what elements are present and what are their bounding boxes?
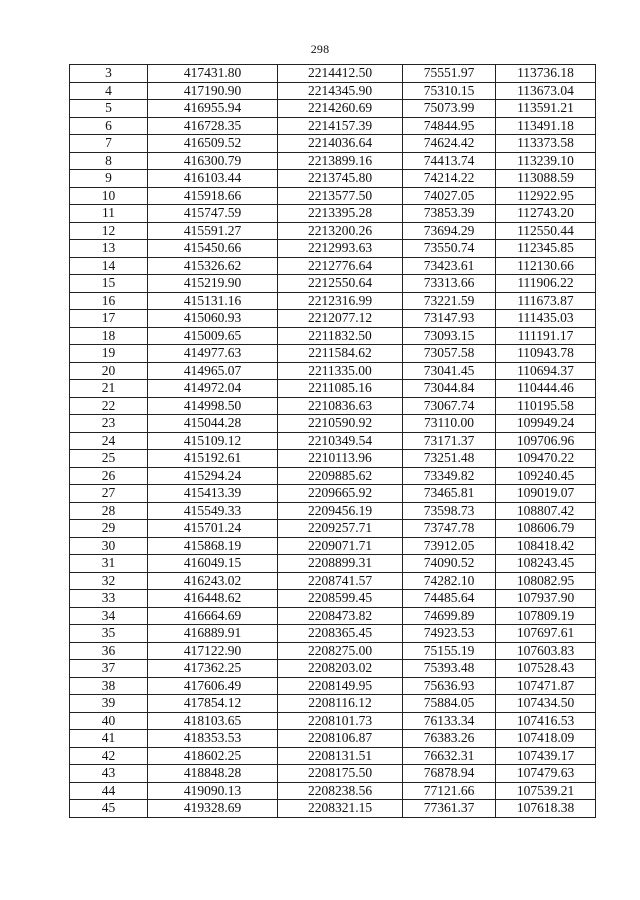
- table-row: [70, 327, 596, 345]
- point-number-cell: 11: [70, 205, 148, 223]
- table-row: [70, 82, 596, 100]
- table-row: [70, 765, 596, 783]
- value-cell: 415326.62: [148, 257, 278, 275]
- point-number-cell: 16: [70, 292, 148, 310]
- value-cell: 415868.19: [148, 537, 278, 555]
- value-cell: 112743.20: [496, 205, 596, 223]
- value-cell: 2213395.28: [278, 205, 403, 223]
- table-row: [70, 782, 596, 800]
- value-cell: 74413.74: [403, 152, 496, 170]
- value-cell: 2212077.12: [278, 310, 403, 328]
- value-cell: 416509.52: [148, 135, 278, 153]
- point-number-cell: 35: [70, 625, 148, 643]
- value-cell: 77361.37: [403, 800, 496, 818]
- value-cell: 107539.21: [496, 782, 596, 800]
- point-number-cell: 8: [70, 152, 148, 170]
- table-row: [70, 695, 596, 713]
- value-cell: 113591.21: [496, 100, 596, 118]
- value-cell: 110444.46: [496, 380, 596, 398]
- value-cell: 416243.02: [148, 572, 278, 590]
- value-cell: 2209257.71: [278, 520, 403, 538]
- value-cell: 113491.18: [496, 117, 596, 135]
- value-cell: 419328.69: [148, 800, 278, 818]
- point-number-cell: 25: [70, 450, 148, 468]
- value-cell: 73251.48: [403, 450, 496, 468]
- value-cell: 74090.52: [403, 555, 496, 573]
- value-cell: 74844.95: [403, 117, 496, 135]
- table-row: [70, 170, 596, 188]
- value-cell: 107528.43: [496, 660, 596, 678]
- value-cell: 2208131.51: [278, 747, 403, 765]
- value-cell: 77121.66: [403, 782, 496, 800]
- value-cell: 415044.28: [148, 415, 278, 433]
- value-cell: 110943.78: [496, 345, 596, 363]
- value-cell: 113373.58: [496, 135, 596, 153]
- value-cell: 113088.59: [496, 170, 596, 188]
- table-row: [70, 590, 596, 608]
- value-cell: 109949.24: [496, 415, 596, 433]
- value-cell: 109706.96: [496, 432, 596, 450]
- table-row: [70, 240, 596, 258]
- value-cell: 73598.73: [403, 502, 496, 520]
- value-cell: 2214345.90: [278, 82, 403, 100]
- value-cell: 418103.65: [148, 712, 278, 730]
- table-row: [70, 397, 596, 415]
- value-cell: 416103.44: [148, 170, 278, 188]
- point-number-cell: 32: [70, 572, 148, 590]
- value-cell: 76632.31: [403, 747, 496, 765]
- point-number-cell: 6: [70, 117, 148, 135]
- value-cell: 2211085.16: [278, 380, 403, 398]
- page-number: 298: [310, 42, 330, 56]
- value-cell: 109240.45: [496, 467, 596, 485]
- point-number-cell: 14: [70, 257, 148, 275]
- value-cell: 73423.61: [403, 257, 496, 275]
- value-cell: 2209456.19: [278, 502, 403, 520]
- value-cell: 2213200.26: [278, 222, 403, 240]
- value-cell: 73465.81: [403, 485, 496, 503]
- value-cell: 111906.22: [496, 275, 596, 293]
- point-number-cell: 13: [70, 240, 148, 258]
- value-cell: 415918.66: [148, 187, 278, 205]
- value-cell: 2208106.87: [278, 730, 403, 748]
- value-cell: 107809.19: [496, 607, 596, 625]
- value-cell: 418353.53: [148, 730, 278, 748]
- point-number-cell: 36: [70, 642, 148, 660]
- value-cell: 2208473.82: [278, 607, 403, 625]
- value-cell: 108243.45: [496, 555, 596, 573]
- point-number-cell: 27: [70, 485, 148, 503]
- table-row: [70, 572, 596, 590]
- value-cell: 416955.94: [148, 100, 278, 118]
- value-cell: 73694.29: [403, 222, 496, 240]
- value-cell: 107603.83: [496, 642, 596, 660]
- value-cell: 2214260.69: [278, 100, 403, 118]
- value-cell: 2209071.71: [278, 537, 403, 555]
- point-number-cell: 43: [70, 765, 148, 783]
- value-cell: 2210590.92: [278, 415, 403, 433]
- value-cell: 2208275.00: [278, 642, 403, 660]
- value-cell: 2210836.63: [278, 397, 403, 415]
- value-cell: 414977.63: [148, 345, 278, 363]
- point-number-cell: 33: [70, 590, 148, 608]
- value-cell: 417362.25: [148, 660, 278, 678]
- value-cell: 75155.19: [403, 642, 496, 660]
- point-number-cell: 42: [70, 747, 148, 765]
- value-cell: 109470.22: [496, 450, 596, 468]
- value-cell: 112922.95: [496, 187, 596, 205]
- point-number-cell: 23: [70, 415, 148, 433]
- value-cell: 2208203.02: [278, 660, 403, 678]
- table-row: [70, 607, 596, 625]
- value-cell: 75310.15: [403, 82, 496, 100]
- point-number-cell: 21: [70, 380, 148, 398]
- value-cell: 415192.61: [148, 450, 278, 468]
- table-row: [70, 712, 596, 730]
- value-cell: 75073.99: [403, 100, 496, 118]
- value-cell: 2208101.73: [278, 712, 403, 730]
- value-cell: 415591.27: [148, 222, 278, 240]
- table-row: [70, 380, 596, 398]
- value-cell: 2211335.00: [278, 362, 403, 380]
- point-number-cell: 37: [70, 660, 148, 678]
- value-cell: 416889.91: [148, 625, 278, 643]
- value-cell: 113673.04: [496, 82, 596, 100]
- point-number-cell: 4: [70, 82, 148, 100]
- value-cell: 414972.04: [148, 380, 278, 398]
- value-cell: 415701.24: [148, 520, 278, 538]
- value-cell: 2213577.50: [278, 187, 403, 205]
- value-cell: 107434.50: [496, 695, 596, 713]
- point-number-cell: 12: [70, 222, 148, 240]
- table-row: [70, 520, 596, 538]
- value-cell: 415549.33: [148, 502, 278, 520]
- point-number-cell: 22: [70, 397, 148, 415]
- value-cell: 417122.90: [148, 642, 278, 660]
- value-cell: 415450.66: [148, 240, 278, 258]
- value-cell: 74485.64: [403, 590, 496, 608]
- value-cell: 111673.87: [496, 292, 596, 310]
- value-cell: 417606.49: [148, 677, 278, 695]
- point-number-cell: 38: [70, 677, 148, 695]
- value-cell: 2211832.50: [278, 327, 403, 345]
- table-row: [70, 537, 596, 555]
- table-row: [70, 555, 596, 573]
- value-cell: 2209885.62: [278, 467, 403, 485]
- value-cell: 417190.90: [148, 82, 278, 100]
- table-row: [70, 485, 596, 503]
- value-cell: 74282.10: [403, 572, 496, 590]
- point-number-cell: 19: [70, 345, 148, 363]
- table-row: [70, 345, 596, 363]
- value-cell: 415060.93: [148, 310, 278, 328]
- table-row: [70, 730, 596, 748]
- value-cell: 107937.90: [496, 590, 596, 608]
- point-number-cell: 17: [70, 310, 148, 328]
- value-cell: 112345.85: [496, 240, 596, 258]
- table-row: [70, 187, 596, 205]
- value-cell: 108807.42: [496, 502, 596, 520]
- value-cell: 74699.89: [403, 607, 496, 625]
- value-cell: 415009.65: [148, 327, 278, 345]
- point-number-cell: 7: [70, 135, 148, 153]
- value-cell: 107471.87: [496, 677, 596, 695]
- value-cell: 415294.24: [148, 467, 278, 485]
- point-number-cell: 41: [70, 730, 148, 748]
- table-body: [70, 65, 596, 818]
- value-cell: 73313.66: [403, 275, 496, 293]
- value-cell: 73550.74: [403, 240, 496, 258]
- value-cell: 107697.61: [496, 625, 596, 643]
- value-cell: 2213899.16: [278, 152, 403, 170]
- value-cell: 74923.53: [403, 625, 496, 643]
- table-row: [70, 677, 596, 695]
- value-cell: 110195.58: [496, 397, 596, 415]
- table-row: [70, 222, 596, 240]
- value-cell: 74624.42: [403, 135, 496, 153]
- value-cell: 415109.12: [148, 432, 278, 450]
- value-cell: 2214036.64: [278, 135, 403, 153]
- table-row: [70, 747, 596, 765]
- value-cell: 73853.39: [403, 205, 496, 223]
- point-number-cell: 26: [70, 467, 148, 485]
- value-cell: 2208899.31: [278, 555, 403, 573]
- table-row: [70, 135, 596, 153]
- value-cell: 2208116.12: [278, 695, 403, 713]
- table-row: [70, 432, 596, 450]
- table-row: [70, 362, 596, 380]
- value-cell: 414965.07: [148, 362, 278, 380]
- value-cell: 2208741.57: [278, 572, 403, 590]
- table-row: [70, 117, 596, 135]
- table-row: [70, 275, 596, 293]
- value-cell: 2208599.45: [278, 590, 403, 608]
- value-cell: 415131.16: [148, 292, 278, 310]
- point-number-cell: 10: [70, 187, 148, 205]
- point-number-cell: 40: [70, 712, 148, 730]
- point-number-cell: 39: [70, 695, 148, 713]
- value-cell: 108606.79: [496, 520, 596, 538]
- value-cell: 107618.38: [496, 800, 596, 818]
- table-row: [70, 292, 596, 310]
- point-number-cell: 44: [70, 782, 148, 800]
- value-cell: 416448.62: [148, 590, 278, 608]
- value-cell: 2208149.95: [278, 677, 403, 695]
- value-cell: 107439.17: [496, 747, 596, 765]
- value-cell: 73057.58: [403, 345, 496, 363]
- value-cell: 2212993.63: [278, 240, 403, 258]
- value-cell: 2213745.80: [278, 170, 403, 188]
- value-cell: 2210349.54: [278, 432, 403, 450]
- table-row: [70, 467, 596, 485]
- value-cell: 75884.05: [403, 695, 496, 713]
- value-cell: 73349.82: [403, 467, 496, 485]
- value-cell: 2208321.15: [278, 800, 403, 818]
- value-cell: 113239.10: [496, 152, 596, 170]
- value-cell: 75636.93: [403, 677, 496, 695]
- value-cell: 107416.53: [496, 712, 596, 730]
- value-cell: 109019.07: [496, 485, 596, 503]
- table-row: [70, 257, 596, 275]
- value-cell: 76133.34: [403, 712, 496, 730]
- value-cell: 415219.90: [148, 275, 278, 293]
- value-cell: 416049.15: [148, 555, 278, 573]
- point-number-cell: 30: [70, 537, 148, 555]
- point-number-cell: 20: [70, 362, 148, 380]
- value-cell: 111435.03: [496, 310, 596, 328]
- value-cell: 2214412.50: [278, 65, 403, 83]
- value-cell: 74214.22: [403, 170, 496, 188]
- point-number-cell: 3: [70, 65, 148, 83]
- point-number-cell: 24: [70, 432, 148, 450]
- value-cell: 418848.28: [148, 765, 278, 783]
- table-row: [70, 625, 596, 643]
- value-cell: 2214157.39: [278, 117, 403, 135]
- point-number-cell: 15: [70, 275, 148, 293]
- value-cell: 76878.94: [403, 765, 496, 783]
- table-row: [70, 450, 596, 468]
- table-row: [70, 415, 596, 433]
- value-cell: 2212316.99: [278, 292, 403, 310]
- coordinate-table: [69, 64, 596, 818]
- value-cell: 107479.63: [496, 765, 596, 783]
- value-cell: 73912.05: [403, 537, 496, 555]
- value-cell: 75393.48: [403, 660, 496, 678]
- table-row: [70, 642, 596, 660]
- value-cell: 108418.42: [496, 537, 596, 555]
- table-row: [70, 310, 596, 328]
- value-cell: 112130.66: [496, 257, 596, 275]
- table-row: [70, 502, 596, 520]
- point-number-cell: 29: [70, 520, 148, 538]
- table-row: [70, 65, 596, 83]
- value-cell: 73110.00: [403, 415, 496, 433]
- value-cell: 415747.59: [148, 205, 278, 223]
- value-cell: 73041.45: [403, 362, 496, 380]
- value-cell: 2209665.92: [278, 485, 403, 503]
- table-row: [70, 205, 596, 223]
- value-cell: 2212776.64: [278, 257, 403, 275]
- point-number-cell: 28: [70, 502, 148, 520]
- value-cell: 73747.78: [403, 520, 496, 538]
- value-cell: 108082.95: [496, 572, 596, 590]
- point-number-cell: 5: [70, 100, 148, 118]
- value-cell: 110694.37: [496, 362, 596, 380]
- value-cell: 73093.15: [403, 327, 496, 345]
- value-cell: 2212550.64: [278, 275, 403, 293]
- table-row: [70, 152, 596, 170]
- value-cell: 107418.09: [496, 730, 596, 748]
- value-cell: 414998.50: [148, 397, 278, 415]
- value-cell: 113736.18: [496, 65, 596, 83]
- point-number-cell: 9: [70, 170, 148, 188]
- value-cell: 111191.17: [496, 327, 596, 345]
- value-cell: 417431.80: [148, 65, 278, 83]
- value-cell: 2208238.56: [278, 782, 403, 800]
- value-cell: 417854.12: [148, 695, 278, 713]
- value-cell: 73171.37: [403, 432, 496, 450]
- point-number-cell: 18: [70, 327, 148, 345]
- value-cell: 2208365.45: [278, 625, 403, 643]
- value-cell: 2210113.96: [278, 450, 403, 468]
- value-cell: 73147.93: [403, 310, 496, 328]
- point-number-cell: 34: [70, 607, 148, 625]
- value-cell: 416728.35: [148, 117, 278, 135]
- table-row: [70, 660, 596, 678]
- value-cell: 75551.97: [403, 65, 496, 83]
- value-cell: 73067.74: [403, 397, 496, 415]
- value-cell: 112550.44: [496, 222, 596, 240]
- value-cell: 73044.84: [403, 380, 496, 398]
- value-cell: 2211584.62: [278, 345, 403, 363]
- value-cell: 2208175.50: [278, 765, 403, 783]
- value-cell: 415413.39: [148, 485, 278, 503]
- value-cell: 76383.26: [403, 730, 496, 748]
- value-cell: 74027.05: [403, 187, 496, 205]
- value-cell: 418602.25: [148, 747, 278, 765]
- table-row: [70, 100, 596, 118]
- point-number-cell: 31: [70, 555, 148, 573]
- table-row: [70, 800, 596, 818]
- point-number-cell: 45: [70, 800, 148, 818]
- value-cell: 73221.59: [403, 292, 496, 310]
- value-cell: 419090.13: [148, 782, 278, 800]
- value-cell: 416300.79: [148, 152, 278, 170]
- value-cell: 416664.69: [148, 607, 278, 625]
